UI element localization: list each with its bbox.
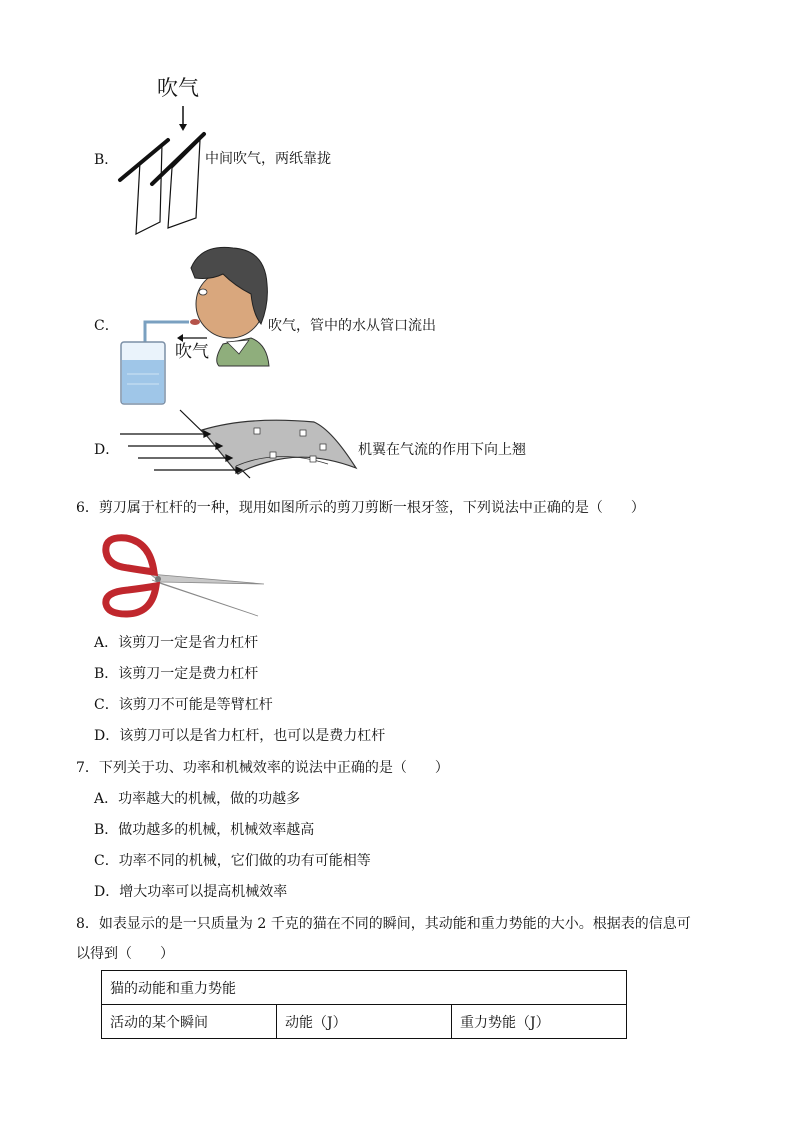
figure-b-label: 吹气 <box>157 76 199 100</box>
table-header-kinetic: 动能（J） <box>277 1005 452 1039</box>
airfoil-figure <box>118 408 363 480</box>
q8-stem-line1: 8．如表显示的是一只质量为 2 千克的猫在不同的瞬间，其动能和重力势能的大小。根据表的信息可 <box>76 916 691 932</box>
cat-energy-table <box>101 970 627 1039</box>
q7-option-b: B．做功越多的机械，机械效率越高 <box>94 822 315 838</box>
q7-option-c: C．功率不同的机械，它们做的功有可能相等 <box>94 853 371 869</box>
figure-c-label: 吹气 <box>175 342 209 362</box>
table-title: 猫的动能和重力势能 <box>102 971 627 1005</box>
q6-option-c: C．该剪刀不可能是等臂杠杆 <box>94 697 273 713</box>
q7-stem: 7．下列关于功、功率和机械效率的说法中正确的是（ ） <box>76 760 449 776</box>
q6-option-a: A．该剪刀一定是省力杠杆 <box>94 635 259 651</box>
blowing-paper-figure <box>110 100 210 240</box>
option-d-caption: 机翼在气流的作用下向上翘 <box>358 442 526 458</box>
option-d-letter: D． <box>94 442 120 458</box>
table-header-potential: 重力势能（J） <box>452 1005 627 1039</box>
q7-option-a: A．功率越大的机械，做的功越多 <box>94 791 301 807</box>
option-b-caption: 中间吹气，两纸靠拢 <box>205 151 331 167</box>
q6-option-d: D．该剪刀可以是省力杠杆，也可以是费力杠杆 <box>94 728 386 744</box>
q6-option-b: B．该剪刀一定是费力杠杆 <box>94 666 259 682</box>
q7-option-d: D．增大功率可以提高机械效率 <box>94 884 288 900</box>
q6-stem: 6．剪刀属于杠杆的一种，现用如图所示的剪刀剪断一根牙签，下列说法中正确的是（ ） <box>76 500 645 516</box>
option-b-letter: B． <box>94 152 119 168</box>
option-c-caption: 吹气，管中的水从管口流出 <box>268 318 436 334</box>
boy-blowing-figure <box>115 244 275 409</box>
option-c-letter: C． <box>94 318 119 334</box>
scissors-figure <box>100 534 268 620</box>
table-header-moment: 活动的某个瞬间 <box>102 1005 277 1039</box>
q8-stem-line2: 以得到（ ） <box>76 946 174 962</box>
